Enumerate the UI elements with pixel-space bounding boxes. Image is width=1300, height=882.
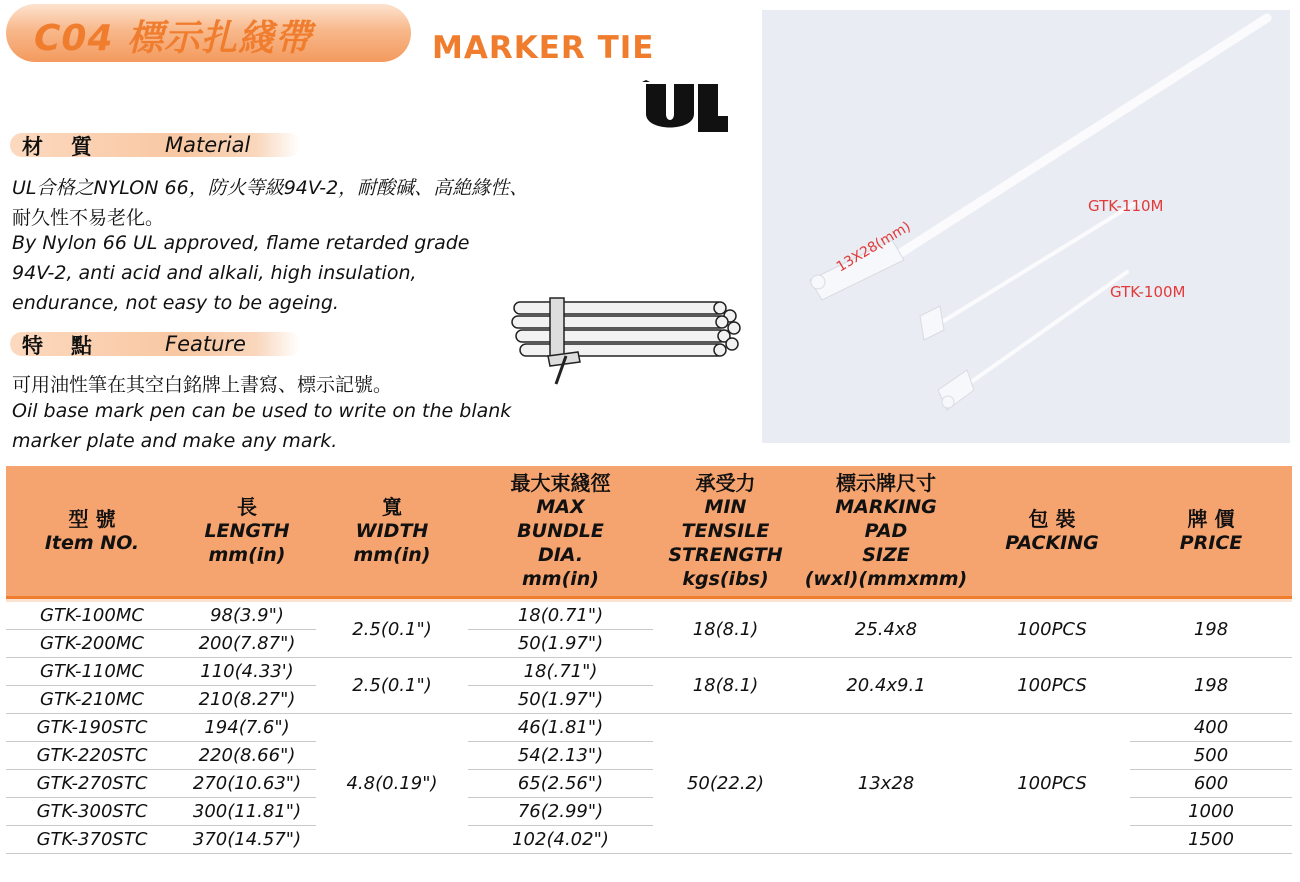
- header-pad-size: 標示牌尺寸 MARKING PAD SIZE (wxl)(mmxmm): [798, 466, 974, 598]
- specification-table: [6, 466, 1292, 854]
- feature-label-en: Feature: [165, 332, 246, 356]
- material-line: UL合格之NYLON 66，防火等級94V-2，耐酸碱、高絶緣性、: [12, 177, 529, 199]
- cell-item: GTK-370STC: [6, 826, 178, 854]
- cell-price: 198: [1130, 658, 1292, 714]
- cell-item: GTK-190STC: [6, 714, 178, 742]
- cell-bundle: 76(2.99"): [468, 798, 653, 826]
- header-tensile: 承受力 MIN TENSILE STRENGTH kgs(ibs): [653, 466, 798, 598]
- table-header-row: [6, 466, 1292, 598]
- header-item: 型 號 Item NO.: [6, 466, 178, 598]
- cell-length: 110(4.33'): [178, 658, 316, 686]
- marker-tie-drawing: [762, 10, 1290, 443]
- material-section-header: [10, 133, 300, 157]
- cell-bundle: 50(1.97"): [468, 630, 653, 658]
- cell-price: 1000: [1130, 798, 1292, 826]
- photo-label-pad: 13X28(mm): [833, 218, 914, 276]
- cell-packing: 100PCS: [974, 658, 1130, 714]
- header-bundle: 最大束綫徑 MAX BUNDLE DIA. mm(in): [468, 466, 653, 598]
- ul-certification-logo: [640, 80, 730, 136]
- cell-width: 4.8(0.19"): [316, 714, 468, 854]
- cell-pad: 13x28: [798, 714, 974, 854]
- header-packing: 包 裝 PACKING: [974, 466, 1130, 598]
- table-row: [6, 602, 1292, 630]
- material-line: endurance, not easy to be ageing.: [12, 292, 339, 314]
- cell-packing: 100PCS: [974, 714, 1130, 854]
- cell-item: GTK-270STC: [6, 770, 178, 798]
- cell-bundle: 65(2.56"): [468, 770, 653, 798]
- header-price: 牌 價 PRICE: [1130, 466, 1292, 598]
- cell-item: GTK-220STC: [6, 742, 178, 770]
- cell-pad: 25.4x8: [798, 602, 974, 658]
- cell-item: GTK-300STC: [6, 798, 178, 826]
- cell-length: 370(14.57"): [178, 826, 316, 854]
- cell-price: 198: [1130, 602, 1292, 658]
- cell-price: 600: [1130, 770, 1292, 798]
- table-row: [6, 714, 1292, 742]
- cell-length: 210(8.27"): [178, 686, 316, 714]
- cell-item: GTK-210MC: [6, 686, 178, 714]
- material-line: 耐久性不易老化。: [12, 207, 165, 229]
- photo-label-gtk100m: GTK-100M: [1110, 283, 1186, 301]
- cell-bundle: 46(1.81"): [468, 714, 653, 742]
- cell-price: 400: [1130, 714, 1292, 742]
- cell-bundle: 18(.71"): [468, 658, 653, 686]
- cell-bundle: 50(1.97"): [468, 686, 653, 714]
- cell-bundle: 102(4.02"): [468, 826, 653, 854]
- header-length: 長 LENGTH mm(in): [178, 466, 316, 598]
- feature-line: marker plate and make any mark.: [12, 430, 338, 452]
- cell-length: 200(7.87"): [178, 630, 316, 658]
- cell-tensile: 18(8.1): [653, 602, 798, 658]
- material-line: By Nylon 66 UL approved, flame retarded grade: [12, 232, 470, 254]
- material-line: 94V-2, anti acid and alkali, high insulation,: [12, 262, 417, 284]
- cell-width: 2.5(0.1"): [316, 602, 468, 658]
- cable-bundle-illustration: [508, 296, 748, 388]
- table-row: [6, 658, 1292, 686]
- feature-line: Oil base mark pen can be used to write on the blank: [12, 400, 512, 422]
- cell-length: 270(10.63"): [178, 770, 316, 798]
- cell-item: GTK-110MC: [6, 658, 178, 686]
- cell-item: GTK-200MC: [6, 630, 178, 658]
- product-photo: [762, 10, 1290, 443]
- material-label-zh: 材質: [22, 135, 120, 159]
- cell-width: 2.5(0.1"): [316, 658, 468, 714]
- cell-item: GTK-100MC: [6, 602, 178, 630]
- cell-price: 1500: [1130, 826, 1292, 854]
- cell-tensile: 50(22.2): [653, 714, 798, 854]
- cell-length: 220(8.66"): [178, 742, 316, 770]
- cell-length: 98(3.9"): [178, 602, 316, 630]
- cell-tensile: 18(8.1): [653, 658, 798, 714]
- cell-bundle: 54(2.13"): [468, 742, 653, 770]
- page-title-en: MARKER TIE: [432, 30, 655, 66]
- page-title: C04 標示扎綫帶: [34, 18, 313, 59]
- feature-line: 可用油性筆在其空白銘牌上書寫、標示記號。: [12, 374, 393, 396]
- photo-label-gtk110m: GTK-110M: [1088, 197, 1164, 215]
- feature-label-zh: 特點: [22, 334, 120, 358]
- cell-length: 194(7.6"): [178, 714, 316, 742]
- cell-pad: 20.4x9.1: [798, 658, 974, 714]
- material-label-en: Material: [165, 133, 251, 157]
- cell-length: 300(11.81"): [178, 798, 316, 826]
- cell-packing: 100PCS: [974, 602, 1130, 658]
- header-width: 寬 WIDTH mm(in): [316, 466, 468, 598]
- feature-section-header: [10, 332, 300, 356]
- cell-price: 500: [1130, 742, 1292, 770]
- cell-bundle: 18(0.71"): [468, 602, 653, 630]
